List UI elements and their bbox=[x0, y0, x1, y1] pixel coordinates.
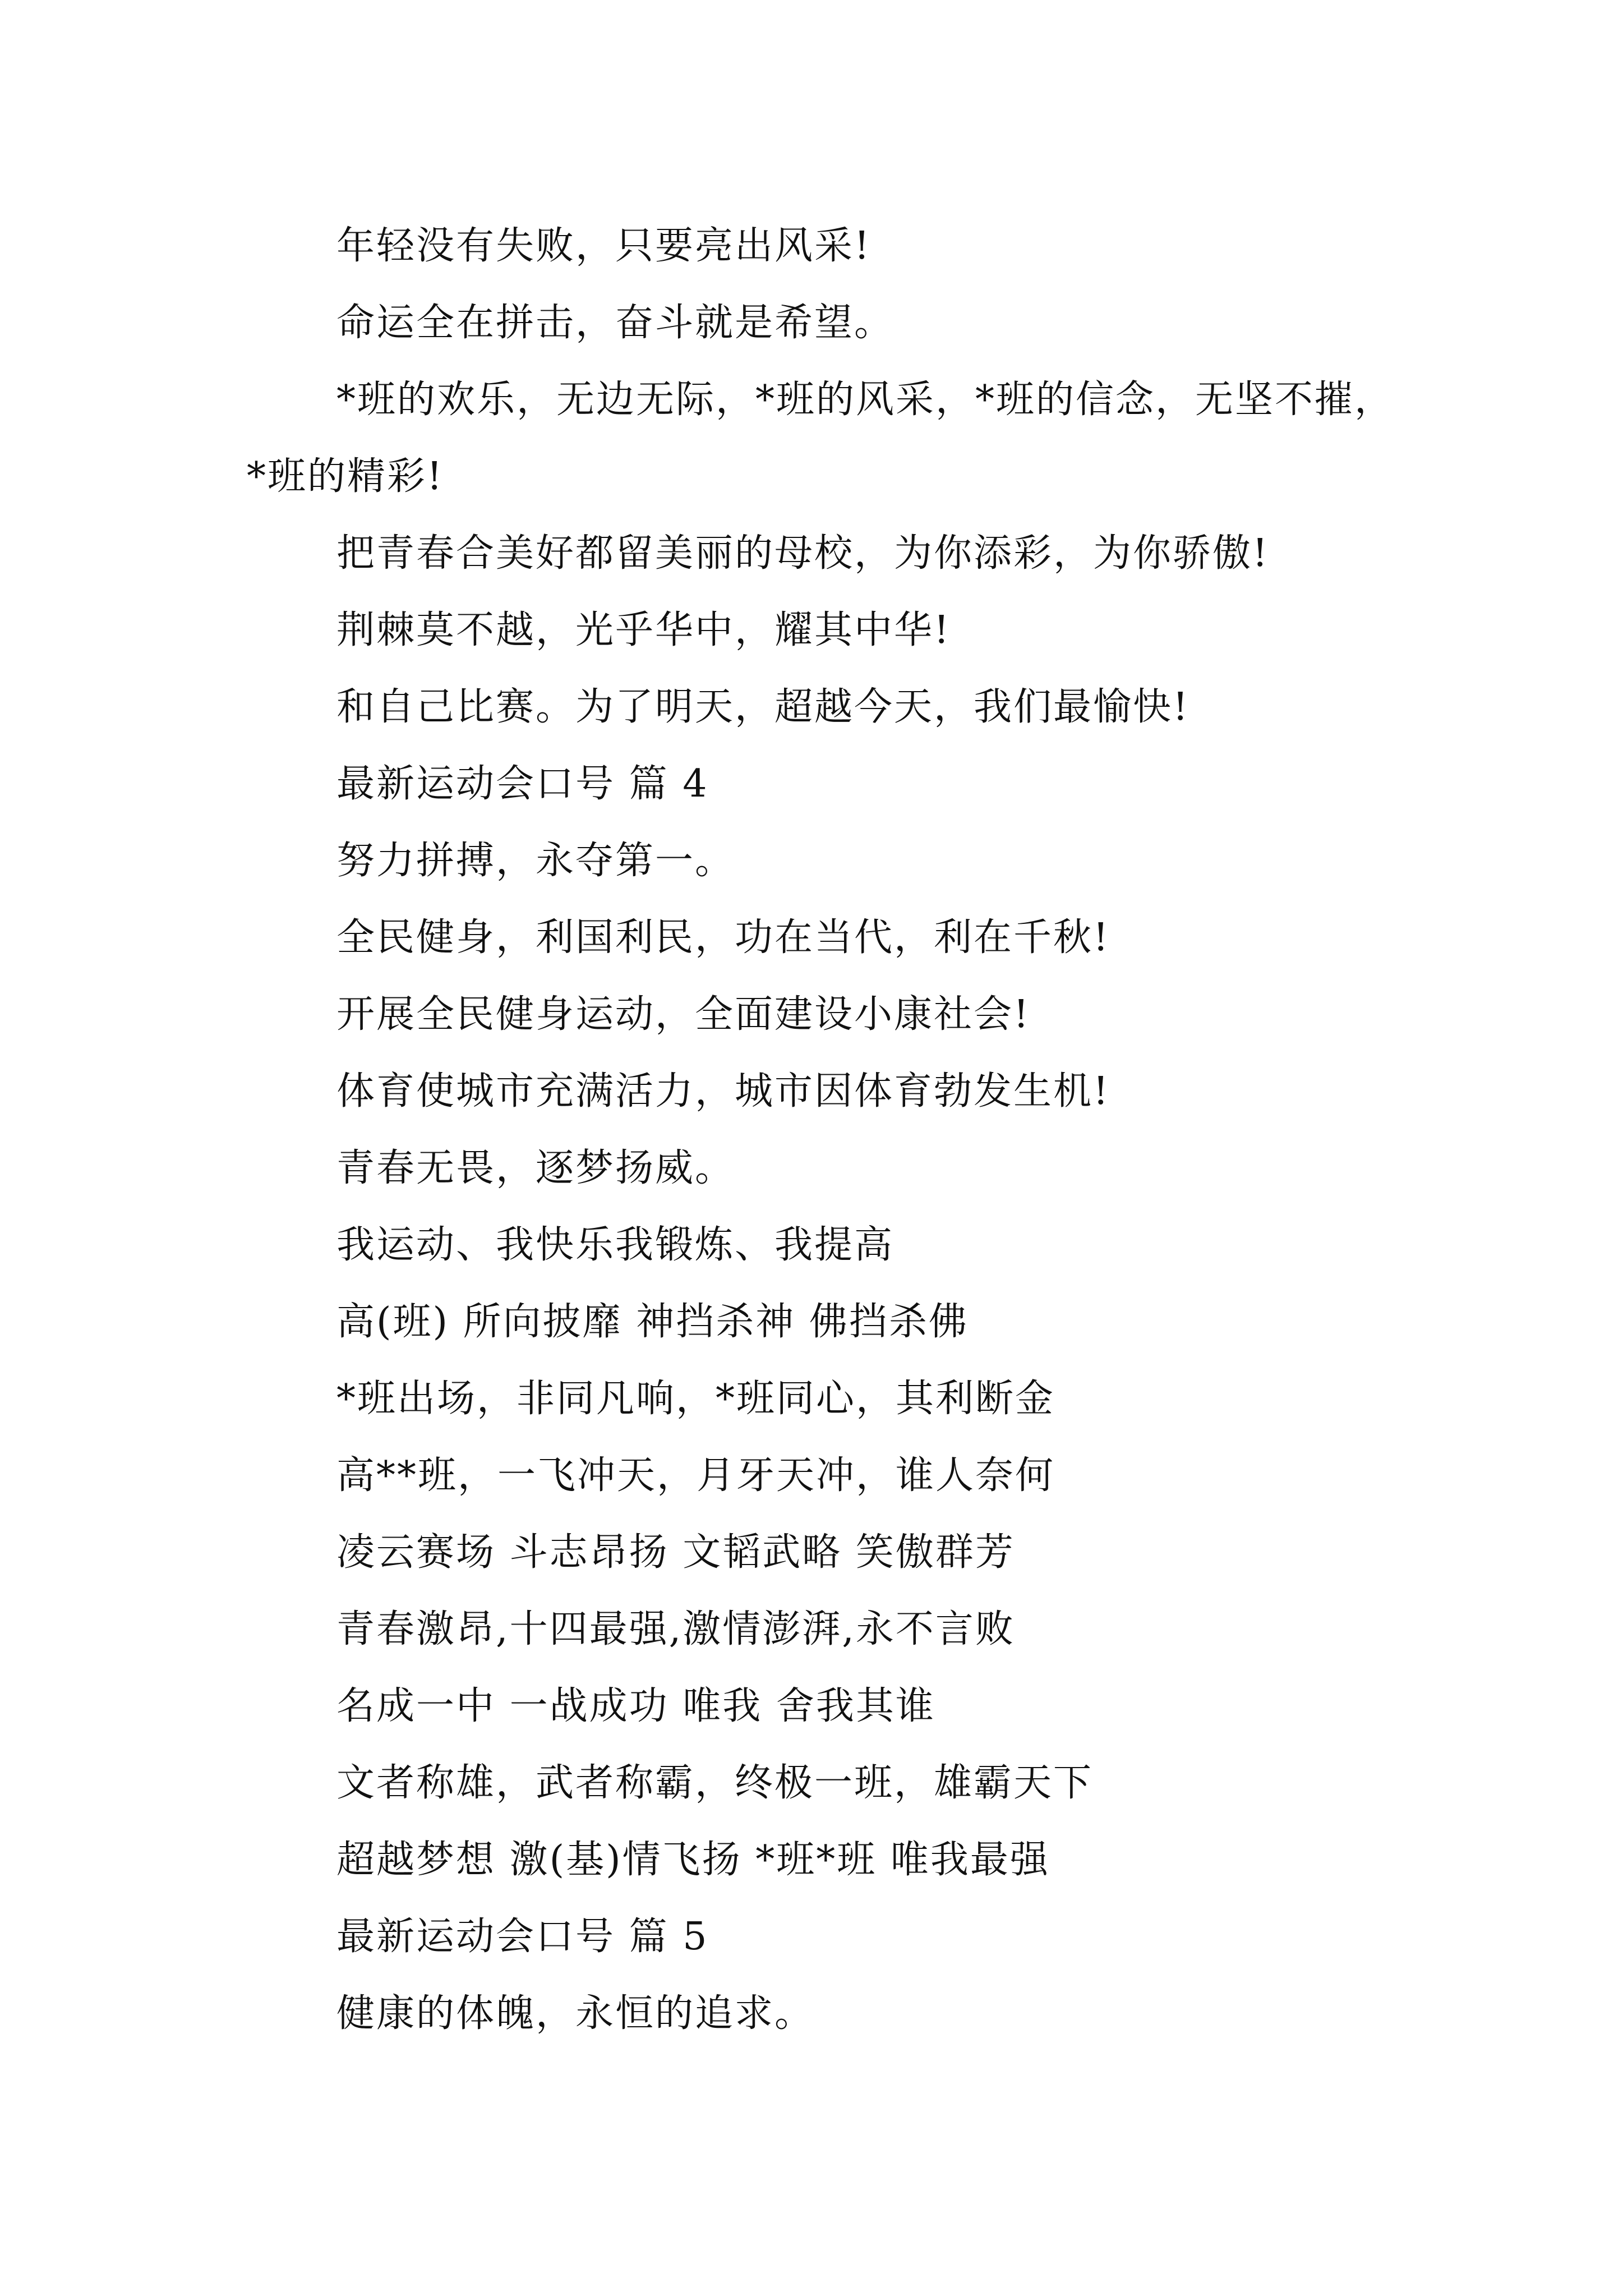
paragraph: 年轻没有失败，只要亮出风采! bbox=[336, 224, 872, 268]
paragraph: 文者称雄，武者称霸，终极一班，雄霸天下 bbox=[336, 1761, 1094, 1805]
paragraph: 青春无畏，逐梦扬威。 bbox=[336, 1146, 735, 1190]
section-heading: 最新运动会口号 篇 5 bbox=[336, 1915, 709, 1959]
paragraph: *班的欢乐，无边无际，*班的风采，*班的信念，无坚不摧，*班的精彩! bbox=[247, 378, 1395, 499]
paragraph: 体育使城市充满活力，城市因体育勃发生机! bbox=[336, 1069, 1110, 1114]
paragraph: 凌云赛场 斗志昂扬 文韬武略 笑傲群芳 bbox=[336, 1530, 1015, 1575]
paragraph: 健康的体魄，永恒的追求。 bbox=[336, 1991, 815, 2036]
paragraph: 青春激昂,十四最强,激情澎湃,永不言败 bbox=[336, 1607, 1015, 1651]
document-body bbox=[247, 208, 1402, 2052]
paragraph: *班出场，非同凡响，*班同心，其利断金 bbox=[336, 1377, 1055, 1421]
section-heading: 最新运动会口号 篇 4 bbox=[336, 762, 709, 806]
paragraph: 命运全在拼击，奋斗就是希望。 bbox=[336, 301, 895, 345]
paragraph: 开展全民健身运动，全面建设小康社会! bbox=[336, 992, 1031, 1037]
paragraph: 努力拼搏，永夺第一。 bbox=[336, 839, 735, 883]
paragraph: 我运动、我快乐我锻炼、我提高 bbox=[336, 1223, 895, 1267]
paragraph: 高(班) 所向披靡 神挡杀神 佛挡杀佛 bbox=[336, 1300, 969, 1344]
paragraph: 荆棘莫不越，光乎华中，耀其中华! bbox=[336, 608, 951, 652]
paragraph: 全民健身，利国利民，功在当代，利在千秋! bbox=[336, 915, 1110, 960]
paragraph: 和自己比赛。为了明天，超越今天，我们最愉快! bbox=[336, 685, 1190, 729]
paragraph: 超越梦想 激(基)情飞扬 *班*班 唯我最强 bbox=[336, 1838, 1050, 1882]
paragraph: 高**班，一飞冲天，月牙天冲，谁人奈何 bbox=[336, 1453, 1055, 1498]
paragraph: 把青春合美好都留美丽的母校，为你添彩，为你骄傲! bbox=[336, 531, 1270, 576]
paragraph: 名成一中 一战成功 唯我 舍我其谁 bbox=[336, 1684, 935, 1728]
